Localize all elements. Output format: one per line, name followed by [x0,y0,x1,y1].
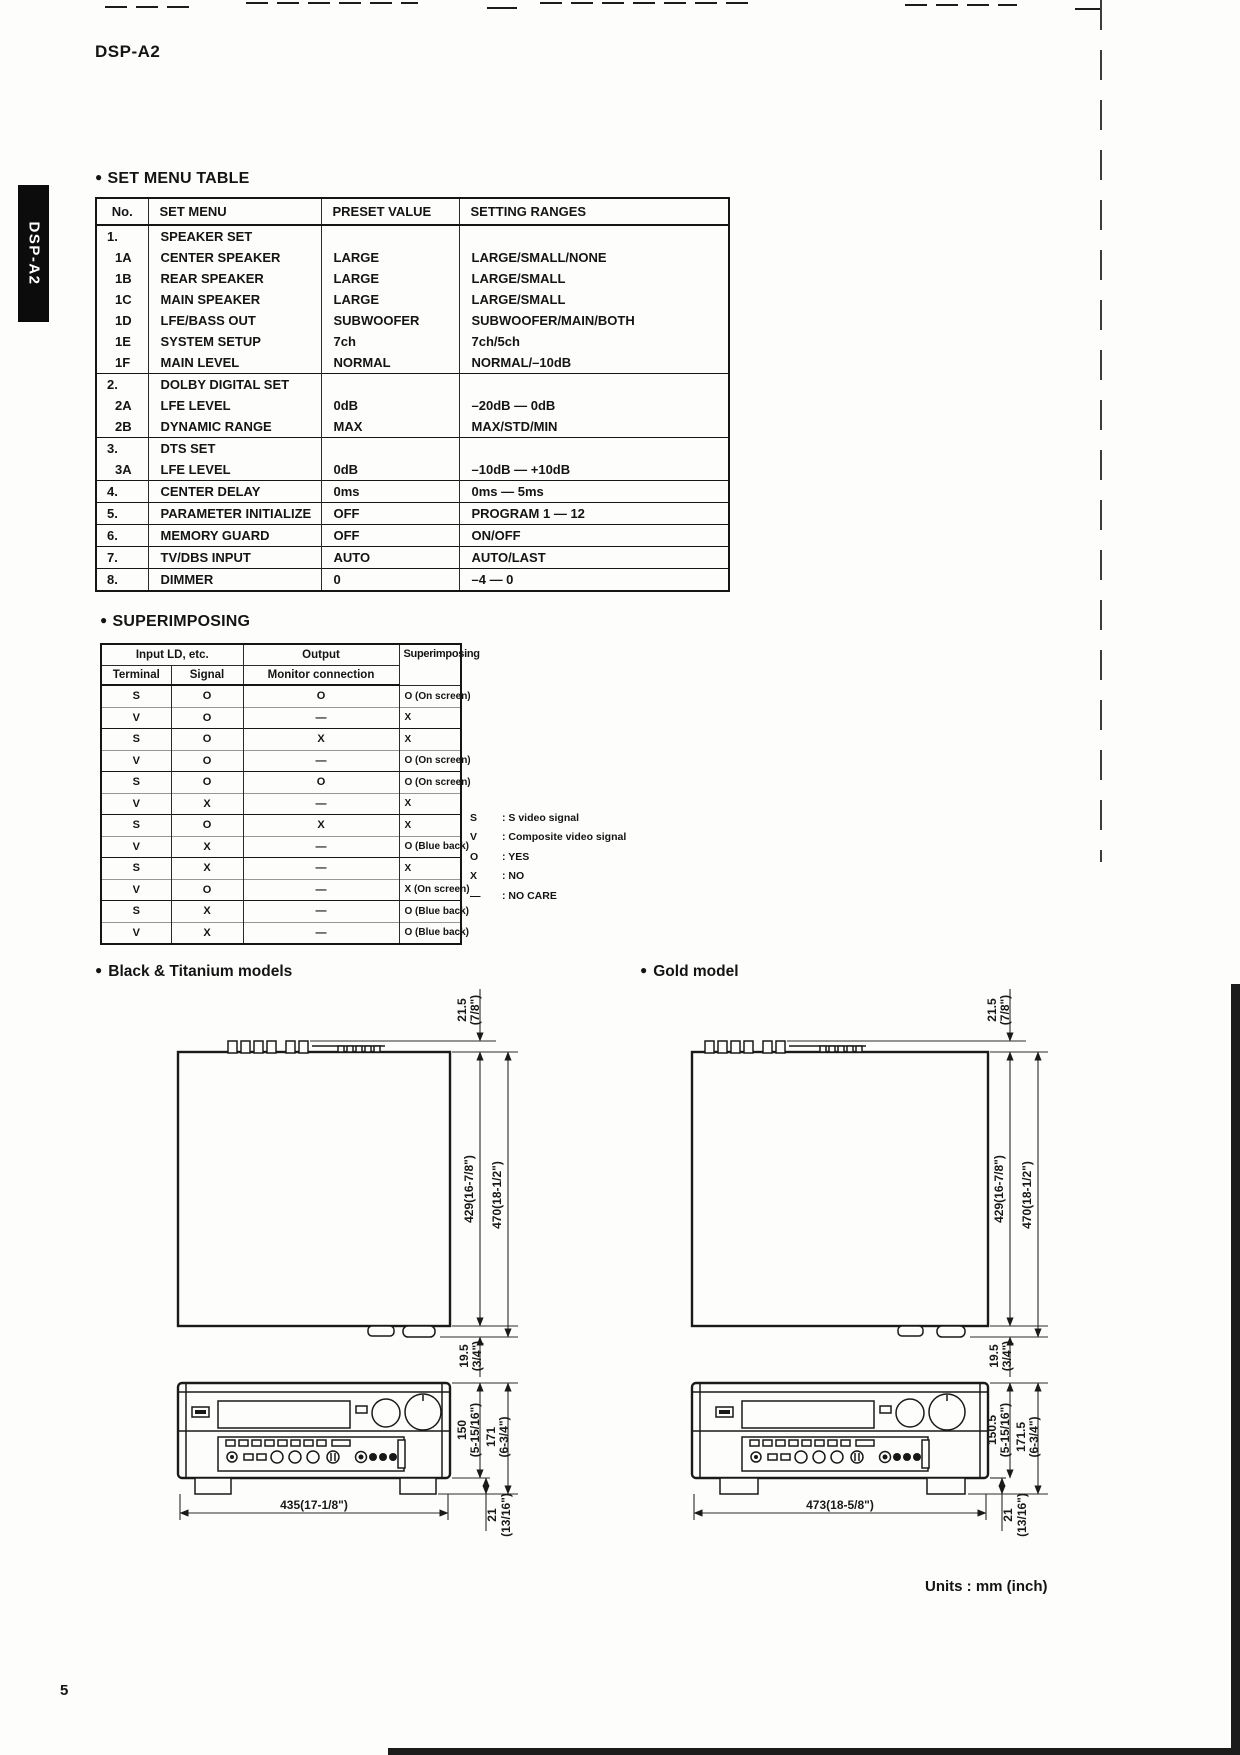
cell-range: ON/OFF [459,525,729,547]
cell: — [243,836,399,858]
cell-preset [321,438,459,460]
dim-depth-total: 470(18-1/2") [490,1161,504,1229]
legend-item [470,867,626,887]
dim-top-mm: 21.5 [455,998,469,1022]
cell-preset: LARGE [321,268,459,289]
set-menu-table [95,197,730,592]
page-number: 5 [60,1682,69,1699]
cell-no: 1F [115,355,131,370]
cell-no: 1B [115,271,132,286]
cell-preset: 0dB [321,459,459,481]
cell: X (On screen) [399,879,461,901]
cell: V [101,922,171,944]
cell-no: 5. [96,503,148,525]
cell-menu: LFE LEVEL [148,459,321,481]
cell-preset: 0 [321,569,459,592]
dim-top-inch: (7/8") [998,994,1012,1026]
cell: O (Blue back) [399,901,461,923]
cell: — [243,793,399,815]
cell: O (On screen) [399,772,461,794]
cell: X [171,901,243,923]
scan-artifact [246,2,418,4]
cell: X [171,836,243,858]
black-titanium-dimension-drawing [140,975,520,1545]
cell: — [243,922,399,944]
table-row [96,481,729,503]
bullet-icon: ● [95,963,103,977]
dim-depth-total: 470(18-1/2") [1020,1161,1034,1229]
table-row [96,569,729,592]
cell: — [243,879,399,901]
table-row [96,525,729,547]
column-header: Signal [171,666,243,686]
cell: O [171,750,243,772]
dim-width: 435(17-1/8") [280,1498,348,1512]
cell: S [101,858,171,880]
cell-preset: OFF [321,525,459,547]
cell-range [459,438,729,460]
cell-preset: 7ch [321,331,459,352]
cell-preset [321,374,459,396]
cell: O (Blue back) [399,922,461,944]
dim-height-panel-inch: (5-15/16") [998,1402,1012,1458]
scan-artifact [905,4,1017,6]
cell-menu: MAIN SPEAKER [148,289,321,310]
cell-preset: AUTO [321,547,459,569]
black-titanium-title: ● Black & Titanium models [95,963,293,980]
cell: X [399,729,461,751]
cell: O (On screen) [399,750,461,772]
set-menu-section-title: ● SET MENU TABLE [95,170,250,187]
table-row [96,459,729,481]
dim-top-inch: (7/8") [468,994,482,1026]
dim-top-mm: 21.5 [985,998,999,1022]
cell-range: –10dB — +10dB [459,459,729,481]
scan-artifact [1100,0,1102,862]
cell-range: PROGRAM 1 — 12 [459,503,729,525]
table-row [96,289,729,310]
cell-preset: SUBWOOFER [321,310,459,331]
dim-gap-mm: 19.5 [457,1344,471,1368]
cell-menu: DOLBY DIGITAL SET [148,374,321,396]
superimposing-table [100,643,480,945]
cell-no: 1D [115,313,132,328]
table-row [101,922,461,944]
dim-height-panel-mm: 150.5 [985,1414,999,1446]
cell-menu: DIMMER [148,569,321,592]
legend-text: : YES [502,850,530,863]
top-view-drawing [178,1041,450,1337]
gold-dimension-drawing [616,975,1056,1545]
cell: X [171,793,243,815]
cell-no: 8. [96,569,148,592]
cell-range: MAX/STD/MIN [459,416,729,438]
cell-preset: MAX [321,416,459,438]
cell: S [101,729,171,751]
cell-no: 1E [115,334,131,349]
column-header: Monitor connection [243,666,399,686]
cell-range: 7ch/5ch [459,331,729,352]
header-row [96,198,729,225]
legend-text: : S video signal [502,811,580,824]
column-header: No. [96,198,148,225]
cell: X [399,793,461,815]
dim-foot-inch: (13/16") [1015,1493,1029,1537]
scan-artifact [388,1748,1240,1755]
table-row [101,901,461,923]
cell-range: LARGE/SMALL/NONE [459,247,729,268]
cell-range: NORMAL/–10dB [459,352,729,374]
cell: O [171,772,243,794]
column-header: Superimposing [399,644,461,685]
legend-item [470,808,626,828]
dim-gap-inch: (3/4") [1000,1340,1014,1372]
bullet-icon: ● [100,613,108,627]
cell: — [243,707,399,729]
bullet-icon: ● [95,170,103,184]
cell-menu: PARAMETER INITIALIZE [148,503,321,525]
cell: V [101,750,171,772]
cell: S [101,685,171,707]
table-row [101,772,461,794]
front-view-drawing [692,1383,988,1494]
legend-symbol: X [470,870,478,883]
cell-preset: NORMAL [321,352,459,374]
cell: X [399,707,461,729]
dim-height-total-inch: (6-3/4") [497,1416,511,1458]
legend-item [470,886,626,906]
dim-foot-inch: (13/16") [499,1493,513,1537]
column-header: SETTING RANGES [459,198,729,225]
cell-range [459,225,729,247]
cell-menu: TV/DBS INPUT [148,547,321,569]
table-row [101,793,461,815]
cell: O [171,815,243,837]
table-row [96,547,729,569]
cell-menu: SPEAKER SET [148,225,321,247]
cell: O [171,685,243,707]
legend-text: : Composite video signal [502,831,627,844]
table-row [96,416,729,438]
header-row [101,644,461,666]
legend-text: : NO CARE [502,889,557,902]
cell-menu: DYNAMIC RANGE [148,416,321,438]
cell-range: 0ms — 5ms [459,481,729,503]
table-row [96,352,729,374]
legend-symbol: S [470,811,478,824]
cell: S [101,901,171,923]
table-row [96,438,729,460]
cell-preset: OFF [321,503,459,525]
cell-no: 2A [115,398,132,413]
scan-artifact [540,2,755,4]
units-note: Units : mm (inch) [925,1578,1048,1595]
cell-no: 1C [115,292,132,307]
cell-range [459,374,729,396]
legend-symbol: — [470,889,481,902]
front-view-drawing [178,1383,450,1494]
scan-artifact [487,7,517,9]
cell: X [171,858,243,880]
cell: V [101,707,171,729]
top-view-drawing [692,1041,988,1337]
table-row [96,374,729,396]
cell-preset: LARGE [321,289,459,310]
cell-menu: CENTER DELAY [148,481,321,503]
cell-no: 2B [115,419,132,434]
column-header: SET MENU [148,198,321,225]
table-row [101,836,461,858]
legend-symbol: V [470,831,478,844]
table-row [96,503,729,525]
dim-height-total-mm: 171.5 [1014,1421,1028,1453]
cell-menu: LFE/BASS OUT [148,310,321,331]
table-row [96,331,729,352]
cell: O [171,879,243,901]
dim-height-panel-mm: 150 [455,1419,469,1441]
column-header: Output [243,644,399,666]
table-row [101,729,461,751]
cell-menu: REAR SPEAKER [148,268,321,289]
scan-artifact [105,6,191,8]
cell-no: 7. [96,547,148,569]
page-title: DSP-A2 [95,42,161,61]
side-index-tab [18,185,49,322]
cell-no: 2. [96,374,148,396]
dim-gap-inch: (3/4") [470,1340,484,1372]
dim-height-total-inch: (6-3/4") [1027,1416,1041,1458]
scan-artifact [1231,984,1240,1755]
table-row [101,858,461,880]
cell: X [243,729,399,751]
cell: X [399,815,461,837]
cell-preset [321,225,459,247]
cell: V [101,879,171,901]
cell-menu: MEMORY GUARD [148,525,321,547]
dim-gap-mm: 19.5 [987,1344,1001,1368]
dim-height-total-mm: 171 [484,1426,498,1448]
column-header: Terminal [101,666,171,686]
scan-artifact [1075,8,1101,10]
cell-menu: SYSTEM SETUP [148,331,321,352]
cell-no: 1A [115,250,132,265]
side-index-tab-label: DSP-A2 [25,221,43,286]
table-row [101,707,461,729]
cell: O [171,707,243,729]
cell-preset: LARGE [321,247,459,268]
cell-preset: 0dB [321,395,459,416]
bullet-icon: ● [640,963,648,977]
cell-no: 3A [115,462,132,477]
cell-preset: 0ms [321,481,459,503]
cell-no: 6. [96,525,148,547]
cell: X [243,815,399,837]
table-row [101,685,461,707]
cell: O [243,685,399,707]
table-row [96,310,729,331]
legend-item [470,828,626,848]
cell-range: AUTO/LAST [459,547,729,569]
cell: — [243,750,399,772]
table-row [96,268,729,289]
cell: O (On screen) [399,685,461,707]
legend-item [470,847,626,867]
dim-depth-chassis: 429(16-7/8") [462,1155,476,1223]
cell-no: 3. [96,438,148,460]
column-header: PRESET VALUE [321,198,459,225]
cell-menu: CENTER SPEAKER [148,247,321,268]
cell: S [101,772,171,794]
cell-range: –20dB — 0dB [459,395,729,416]
table-row [96,225,729,247]
dim-depth-chassis: 429(16-7/8") [992,1155,1006,1223]
cell-menu: LFE LEVEL [148,395,321,416]
cell: — [243,858,399,880]
gold-model-title: ● Gold model [640,963,739,980]
cell-menu: DTS SET [148,438,321,460]
table-row [101,879,461,901]
cell-no: 4. [96,481,148,503]
cell: X [399,858,461,880]
cell: O (Blue back) [399,836,461,858]
table-row [96,395,729,416]
table-row [96,247,729,268]
table-row [101,815,461,837]
cell: X [171,922,243,944]
cell-no: 1. [96,225,148,247]
legend-text: : NO [502,870,525,883]
cell-menu: MAIN LEVEL [148,352,321,374]
cell-range: LARGE/SMALL [459,268,729,289]
column-header: Input LD, etc. [101,644,243,666]
dim-foot-mm: 21 [1001,1508,1015,1522]
cell-range: LARGE/SMALL [459,289,729,310]
cell: V [101,836,171,858]
dim-width: 473(18-5/8") [806,1498,874,1512]
symbol-legend [470,808,626,906]
cell: O [243,772,399,794]
dim-height-panel-inch: (5-15/16") [468,1402,482,1458]
cell: — [243,901,399,923]
superimposing-section-title: ● SUPERIMPOSING [100,613,251,630]
cell-range: –4 — 0 [459,569,729,592]
cell: V [101,793,171,815]
cell: S [101,815,171,837]
legend-symbol: O [470,850,479,863]
cell: O [171,729,243,751]
cell-range: SUBWOOFER/MAIN/BOTH [459,310,729,331]
dim-foot-mm: 21 [485,1508,499,1522]
table-row [101,750,461,772]
